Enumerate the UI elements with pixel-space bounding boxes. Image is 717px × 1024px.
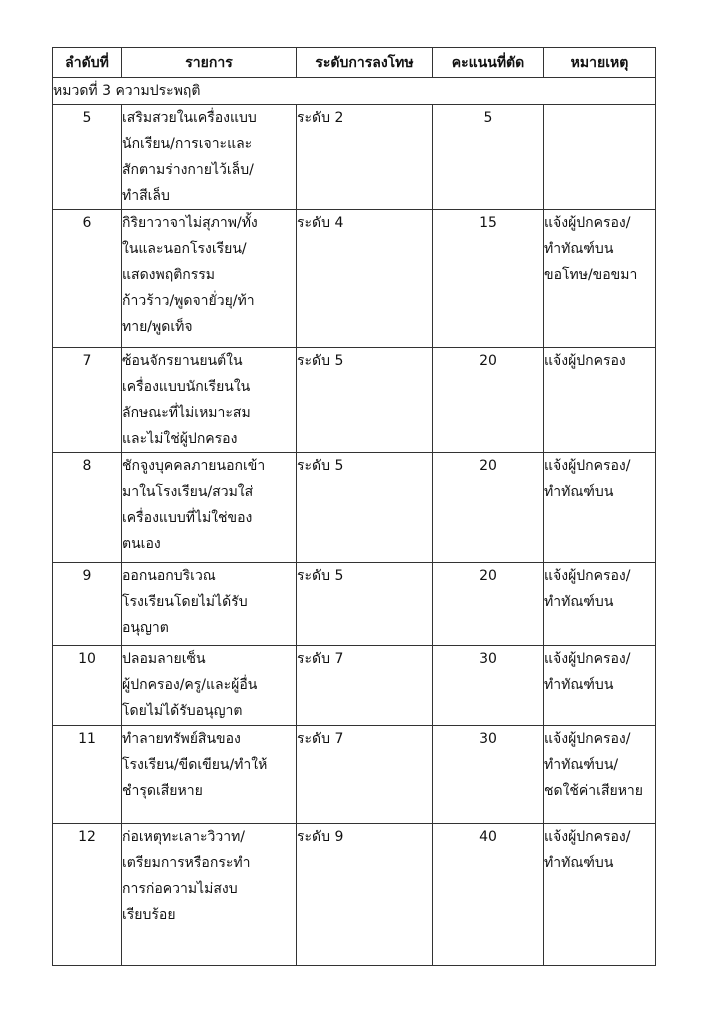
table-row xyxy=(53,726,656,824)
row-note xyxy=(544,824,656,966)
note-line: ทำทัณฑ์บน xyxy=(544,594,614,610)
table-row xyxy=(53,453,656,563)
note-line: ทำทัณฑ์บน xyxy=(544,241,614,257)
item-line: ลักษณะที่ไม่เหมาะสม xyxy=(122,405,251,421)
item-line: ในและนอกโรงเรียน/ xyxy=(122,241,247,257)
row-level: ระดับ 7 xyxy=(297,646,433,726)
item-line: ทำลายทรัพย์สินของ xyxy=(122,731,241,747)
penalty-table xyxy=(52,47,656,966)
item-line: ซ้อนจักรยานยนต์ใน xyxy=(122,353,243,369)
header-row xyxy=(53,48,656,78)
row-level: ระดับ 5 xyxy=(297,453,433,563)
item-line: แสดงพฤติกรรม xyxy=(122,267,216,283)
note-line: ชดใช้ค่าเสียหาย xyxy=(544,783,643,799)
note-line: แจ้งผู้ปกครอง/ xyxy=(544,731,631,747)
row-number: 8 xyxy=(53,453,122,563)
header-order: ลำดับที่ xyxy=(53,48,122,78)
row-item xyxy=(122,646,297,726)
item-line: ชักจูงบุคคลภายนอกเข้า xyxy=(122,458,266,474)
row-note xyxy=(544,453,656,563)
row-note xyxy=(544,646,656,726)
item-line: เสริมสวยในเครื่องแบบ xyxy=(122,110,257,126)
row-number: 12 xyxy=(53,824,122,966)
row-note xyxy=(544,348,656,453)
row-note xyxy=(544,563,656,646)
note-line: ขอโทษ/ขอขมา xyxy=(544,267,638,283)
row-item xyxy=(122,726,297,824)
note-line: แจ้งผู้ปกครอง xyxy=(544,353,626,369)
item-line: โรงเรียนโดยไม่ได้รับ xyxy=(122,594,248,610)
item-line: ทาย/พูดเท็จ xyxy=(122,319,193,335)
row-score: 30 xyxy=(433,646,544,726)
item-line: และไม่ใช่ผู้ปกครอง xyxy=(122,431,238,447)
row-item xyxy=(122,105,297,210)
row-level: ระดับ 9 xyxy=(297,824,433,966)
row-item xyxy=(122,824,297,966)
item-line: ก้าวร้าว/พูดจายั่วยุ/ท้า xyxy=(122,293,255,309)
table-row xyxy=(53,824,656,966)
item-line: อนุญาต xyxy=(122,620,169,636)
item-line: โดยไม่ได้รับอนุญาต xyxy=(122,703,243,719)
row-number: 7 xyxy=(53,348,122,453)
header-level: ระดับการลงโทษ xyxy=(297,48,433,78)
row-score: 20 xyxy=(433,563,544,646)
category-row xyxy=(53,78,656,105)
item-line: โรงเรียน/ขีดเขียน/ทำให้ xyxy=(122,757,268,773)
row-score: 40 xyxy=(433,824,544,966)
row-item xyxy=(122,563,297,646)
row-number: 6 xyxy=(53,210,122,348)
item-line: การก่อความไม่สงบ xyxy=(122,881,238,897)
row-level: ระดับ 7 xyxy=(297,726,433,824)
note-line: แจ้งผู้ปกครอง/ xyxy=(544,651,631,667)
row-number: 5 xyxy=(53,105,122,210)
item-line: เตรียมการหรือกระทำ xyxy=(122,855,251,871)
item-line: ก่อเหตุทะเลาะวิวาท/ xyxy=(122,829,246,845)
row-number: 11 xyxy=(53,726,122,824)
item-line: ปลอมลายเซ็น xyxy=(122,651,206,667)
note-line: ทำทัณฑ์บน xyxy=(544,484,614,500)
row-item xyxy=(122,348,297,453)
row-number: 9 xyxy=(53,563,122,646)
item-line: ออกนอกบริเวณ xyxy=(122,568,216,584)
row-level: ระดับ 5 xyxy=(297,348,433,453)
category-label: หมวดที่ 3 ความประพฤติ xyxy=(53,78,656,105)
row-score: 15 xyxy=(433,210,544,348)
item-line: นักเรียน/การเจาะและ xyxy=(122,136,253,152)
header-score: คะแนนที่ตัด xyxy=(433,48,544,78)
row-score: 30 xyxy=(433,726,544,824)
header-note: หมายเหตุ xyxy=(544,48,656,78)
note-line: แจ้งผู้ปกครอง/ xyxy=(544,829,631,845)
item-line: ผู้ปกครอง/ครู/และผู้อื่น xyxy=(122,677,258,693)
row-level: ระดับ 5 xyxy=(297,563,433,646)
row-score: 5 xyxy=(433,105,544,210)
note-line: แจ้งผู้ปกครอง/ xyxy=(544,568,631,584)
row-note xyxy=(544,105,656,210)
row-note xyxy=(544,210,656,348)
row-item xyxy=(122,453,297,563)
item-line: ตนเอง xyxy=(122,536,161,552)
item-line: สักตามร่างกายไว้เล็บ/ xyxy=(122,162,254,178)
row-note xyxy=(544,726,656,824)
item-line: เรียบร้อย xyxy=(122,907,176,923)
table-row xyxy=(53,646,656,726)
item-line: ทำสีเล็บ xyxy=(122,188,170,204)
note-line: ทำทัณฑ์บน/ xyxy=(544,757,619,773)
item-line: ชำรุดเสียหาย xyxy=(122,783,203,799)
note-line: ทำทัณฑ์บน xyxy=(544,855,614,871)
row-number: 10 xyxy=(53,646,122,726)
row-level: ระดับ 4 xyxy=(297,210,433,348)
row-item xyxy=(122,210,297,348)
table-row xyxy=(53,348,656,453)
table-row xyxy=(53,563,656,646)
table-row xyxy=(53,105,656,210)
item-line: เครื่องแบบที่ไม่ใช่ของ xyxy=(122,510,253,526)
table-row xyxy=(53,210,656,348)
item-line: มาในโรงเรียน/สวมใส่ xyxy=(122,484,254,500)
note-line: แจ้งผู้ปกครอง/ xyxy=(544,215,631,231)
row-score: 20 xyxy=(433,348,544,453)
note-line: ทำทัณฑ์บน xyxy=(544,677,614,693)
header-item: รายการ xyxy=(122,48,297,78)
note-line: แจ้งผู้ปกครอง/ xyxy=(544,458,631,474)
row-level: ระดับ 2 xyxy=(297,105,433,210)
row-score: 20 xyxy=(433,453,544,563)
item-line: กิริยาวาจาไม่สุภาพ/ทั้ง xyxy=(122,215,258,231)
item-line: เครื่องแบบนักเรียนใน xyxy=(122,379,251,395)
